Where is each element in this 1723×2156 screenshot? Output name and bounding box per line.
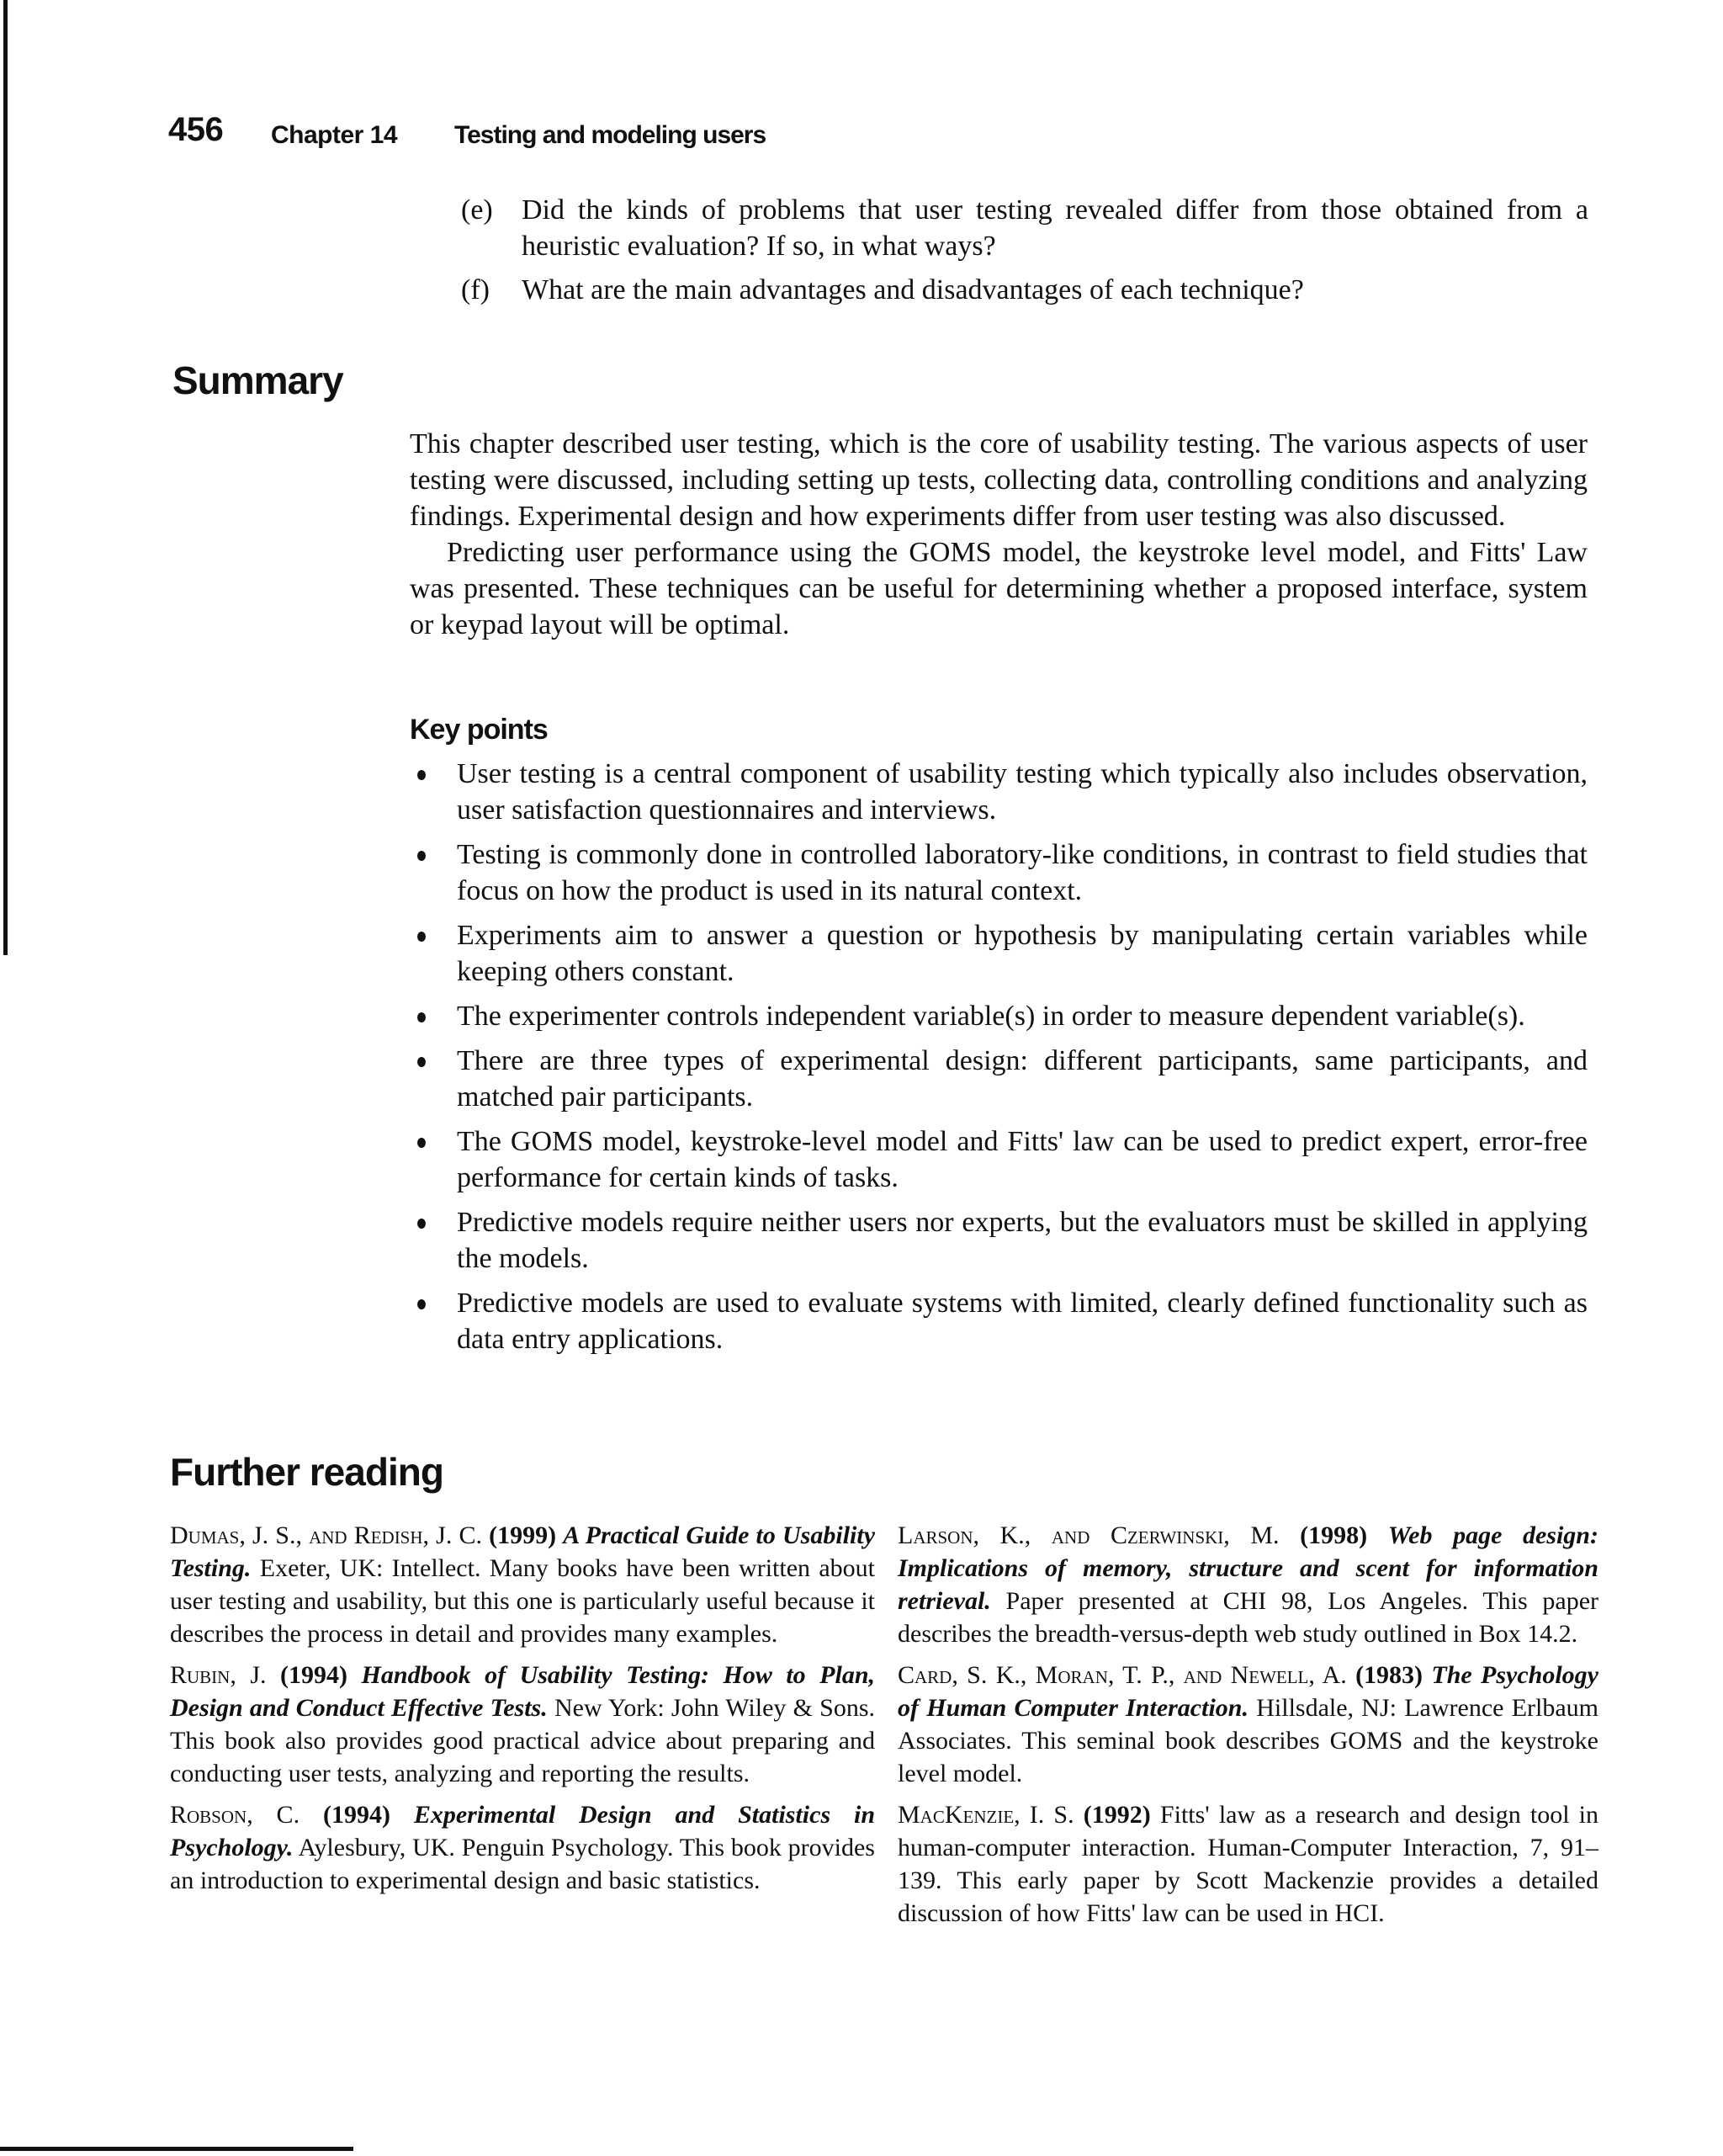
- bullet-icon: [417, 1138, 426, 1148]
- further-reading-left-column: [170, 1519, 875, 1905]
- exercise-questions: [461, 192, 1588, 316]
- reference-entry: [170, 1519, 875, 1650]
- reference-year: (1994): [280, 1661, 348, 1689]
- key-point-text: Predictive models are used to evaluate systems with limited, clearly defined functionality such as data entry applications.: [457, 1288, 1588, 1355]
- key-point: [410, 756, 1588, 828]
- reference-year: (1999): [489, 1521, 557, 1549]
- key-point: [410, 1123, 1588, 1196]
- reference-entry: [170, 1798, 875, 1897]
- reference-authors: Rubin, J.: [170, 1661, 267, 1689]
- summary-paragraph: This chapter described user testing, which is the core of usability testing. The various aspects of user testing were discussed, including setting up tests, collecting data, controlling conditions and analyzing findings. Experimental design and how experiments differ from user testing was also discussed.: [410, 428, 1588, 532]
- key-point-text: The GOMS model, keystroke-level model and Fitts' law can be used to predict expert, error-free performance for certain kinds of tasks.: [457, 1126, 1588, 1193]
- left-margin-rule: [3, 0, 8, 955]
- reference-title: The Psychology of Human Computer Interaction.: [898, 1661, 1598, 1722]
- question-text: What are the main advantages and disadvantages of each technique?: [522, 274, 1304, 305]
- key-point-text: There are three types of experimental design: different participants, same participants, and matched pair participants.: [457, 1045, 1588, 1113]
- bullet-icon: [417, 770, 426, 780]
- question-item: [461, 272, 1588, 308]
- chapter-title: Testing and modeling users: [454, 121, 766, 149]
- question-mark: (f): [461, 274, 490, 305]
- question-text: Did the kinds of problems that user testing revealed differ from those obtained from a heuristic evaluation? If so, in what ways?: [522, 194, 1588, 262]
- summary-paragraph: Predicting user performance using the GOMS model, the keystroke level model, and Fitts' Law was presented. These techniques can be useful for determining whether a proposed interface, system or keypad layout will be optimal.: [410, 537, 1588, 640]
- page-number: 456: [168, 111, 224, 148]
- key-points-heading: Key points: [410, 714, 548, 746]
- bullet-icon: [417, 1012, 426, 1022]
- bullet-icon: [417, 1057, 426, 1067]
- reference-year: (1992): [1083, 1801, 1151, 1829]
- question-item: [461, 192, 1588, 264]
- question-mark: (e): [461, 194, 493, 226]
- reference-annotation: Aylesbury, UK. Penguin Psychology. This book provides an introduction to experimental design and basic statistics.: [170, 1834, 875, 1894]
- bottom-margin-rule: [0, 2147, 353, 2151]
- reference-annotation: New York: John Wiley & Sons. This book also provides good practical advice about preparing and conducting user tests, analyzing and reporting the results.: [170, 1694, 876, 1787]
- reference-authors: Larson, K., and Czerwinski, M.: [898, 1521, 1280, 1549]
- reference-authors: MacKenzie, I. S.: [898, 1801, 1074, 1829]
- key-point: [410, 1043, 1588, 1115]
- reference-title: A Practical Guide to Usability Testing.: [170, 1521, 876, 1582]
- summary-heading: Summary: [172, 358, 343, 402]
- reference-year: (1994): [322, 1801, 390, 1829]
- reference-title: Handbook of Usability Testing: How to Plan, Design and Conduct Effective Tests.: [170, 1661, 876, 1722]
- reference-year: (1998): [1300, 1521, 1368, 1549]
- reference-authors: Robson, C.: [170, 1801, 300, 1829]
- key-point-text: Experiments aim to answer a question or hypothesis by manipulating certain variables while keeping others constant.: [457, 920, 1588, 987]
- reference-authors: Card, S. K., Moran, T. P., and Newell, A.: [898, 1661, 1347, 1689]
- bullet-icon: [417, 1299, 426, 1309]
- key-points-list: [410, 756, 1588, 1366]
- chapter-label: Chapter 14: [271, 121, 398, 149]
- reference-authors: Dumas, J. S., and Redish, J. C.: [170, 1521, 482, 1549]
- reference-entry: [898, 1659, 1598, 1790]
- reference-annotation: Exeter, UK: Intellect. Many books have been written about user testing and usability, but this one is particularly useful because it describes the process in detail and provides many examples.: [170, 1554, 876, 1648]
- reference-title: Web page design: Implications of memory, structure and scent for information retrieval.: [898, 1521, 1598, 1615]
- bullet-icon: [417, 932, 426, 942]
- key-point-text: User testing is a central component of usability testing which typically also includes observation, user satisfaction questionnaires and interviews.: [457, 758, 1588, 826]
- key-point: [410, 1204, 1588, 1277]
- key-point: [410, 836, 1588, 909]
- reference-title: Experimental Design and Statistics in Psychology.: [170, 1801, 876, 1861]
- key-point: [410, 917, 1588, 990]
- key-point: [410, 998, 1588, 1034]
- key-point: [410, 1285, 1588, 1357]
- reference-annotation: Hillsdale, NJ: Lawrence Erlbaum Associates. This seminal book describes GOMS and the keystroke level model.: [898, 1694, 1598, 1787]
- reference-entry: [898, 1798, 1598, 1930]
- reference-annotation: Fitts' law as a research and design tool in human-computer interaction. Human-Computer Interaction, 7, 91–139. This early paper by Scott Mackenzie provides a detailed discussion of how Fitts' law can be used in HCI.: [898, 1801, 1599, 1927]
- further-reading-right-column: [898, 1519, 1598, 1938]
- key-point-text: Testing is commonly done in controlled laboratory-like conditions, in contrast to field studies that focus on how the product is used in its natural context.: [457, 839, 1588, 906]
- reference-entry: [170, 1659, 875, 1790]
- further-reading-heading: Further reading: [170, 1450, 443, 1494]
- bullet-icon: [417, 1219, 426, 1229]
- summary-body: [410, 426, 1588, 643]
- key-point-text: Predictive models require neither users nor experts, but the evaluators must be skilled in applying the models.: [457, 1207, 1588, 1274]
- reference-entry: [898, 1519, 1598, 1650]
- bullet-icon: [417, 851, 426, 861]
- reference-annotation: Paper presented at CHI 98, Los Angeles. This paper describes the breadth-versus-depth web study outlined in Box 14.2.: [898, 1587, 1598, 1648]
- key-point-text: The experimenter controls independent variable(s) in order to measure dependent variable(s).: [457, 1001, 1525, 1032]
- reference-year: (1983): [1355, 1661, 1423, 1689]
